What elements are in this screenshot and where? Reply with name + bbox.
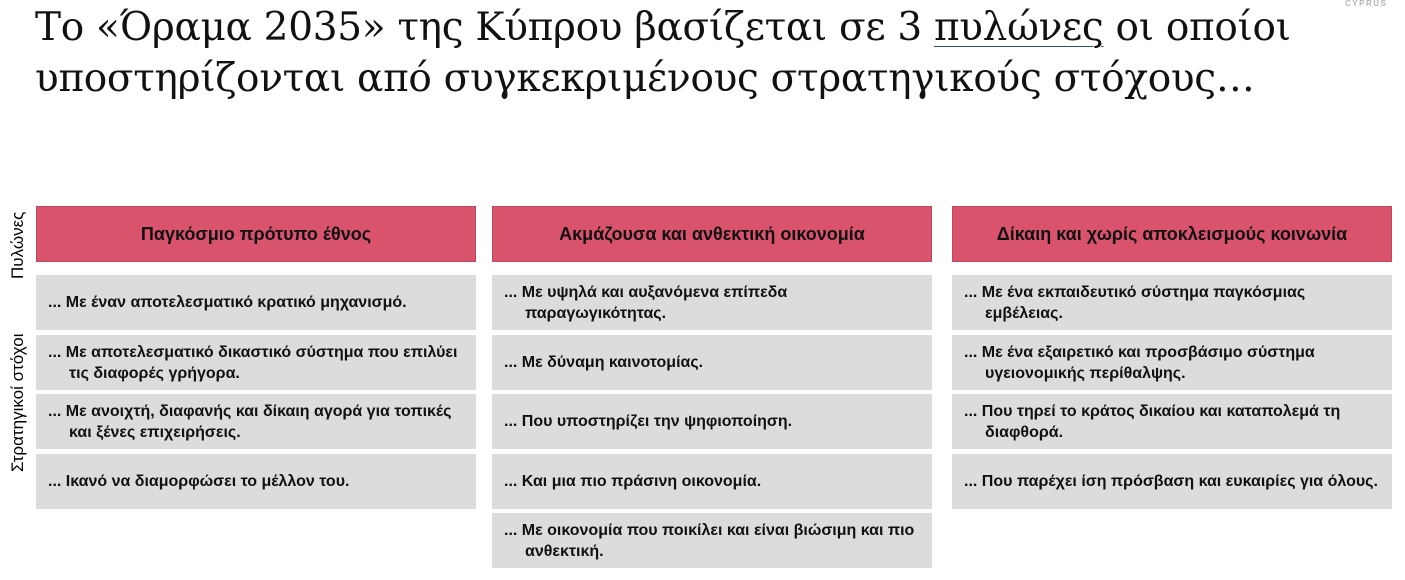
goal-2-3 [492, 394, 932, 449]
goal-1-1 [36, 275, 476, 330]
goal-text: ... Που παρέχει ίση πρόσβαση και ευκαιρίες για όλους. [964, 473, 1378, 490]
goal-text: ... Ικανό να διαμορφώσει το μέλλον του. [48, 473, 350, 490]
cyprus-corner-tag: CYPRUS [1345, 0, 1388, 8]
goal-3-2 [952, 335, 1392, 390]
goal-text: ... Και μια πιο πράσινη οικονομία. [504, 473, 762, 490]
goal-text: ... Που υποστηρίζει την ψηφιοποίηση. [504, 413, 793, 430]
goal-text: ... Με υψηλά και αυξανόμενα επίπεδα παραγωγικότητας. [504, 283, 788, 322]
title-underlined-word: πυλώνες [933, 5, 1104, 50]
goal-1-4 [36, 454, 476, 509]
title-text-after: οι οποίοι υποστηρίζονται από συγκεκριμένους στρατηγικούς στόχους… [35, 5, 1291, 101]
goal-text: ... Με ένα εκπαιδευτικό σύστημα παγκόσμιας εμβέλειας. [964, 283, 1306, 322]
goal-2-5 [492, 513, 932, 568]
goal-2-1 [492, 275, 932, 330]
pillar-header-2: Ακμάζουσα και ανθεκτική οικονομία [492, 206, 932, 262]
goal-3-1 [952, 275, 1392, 330]
goal-1-2 [36, 335, 476, 390]
title-text-before: Το «Όραμα 2035» της Κύπρου βασίζεται σε 3 [35, 5, 934, 50]
goal-text: ... Που τηρεί το κράτος δικαίου και καταπολεμά τη διαφθορά. [964, 402, 1341, 441]
goal-3-4 [952, 454, 1392, 509]
goal-text: ... Με αποτελεσματικό δικαστικό σύστημα που επιλύει τις διαφορές γρήγορα. [48, 343, 458, 382]
goal-2-2 [492, 335, 932, 390]
goal-2-4 [492, 454, 932, 509]
pillar-header-3: Δίκαιη και χωρίς αποκλεισμούς κοινωνία [952, 206, 1392, 262]
goal-text: ... Με έναν αποτελεσματικό κρατικό μηχανισμό. [48, 294, 407, 311]
goal-text: ... Με ανοιχτή, διαφανής και δίκαιη αγορά για τοπικές και ξένες επιχειρήσεις. [48, 402, 452, 441]
pillar-header-1: Παγκόσμιο πρότυπο έθνος [36, 206, 476, 262]
goal-text: ... Με δύναμη καινοτομίας. [504, 354, 704, 371]
goal-1-3 [36, 394, 476, 449]
goal-3-3 [952, 394, 1392, 449]
page-title [35, 2, 1375, 104]
goal-text: ... Με ένα εξαιρετικό και προσβάσιμο σύστημα υγειονομικής περίθαλψης. [964, 343, 1315, 382]
side-label-strategic-goals: Στρατηγικοί στόχοι [8, 333, 27, 472]
goal-text: ... Με οικονομία που ποικίλει και είναι βιώσιμη και πιο ανθεκτική. [504, 521, 915, 560]
side-label-pillars: Πυλώνες [8, 211, 27, 279]
